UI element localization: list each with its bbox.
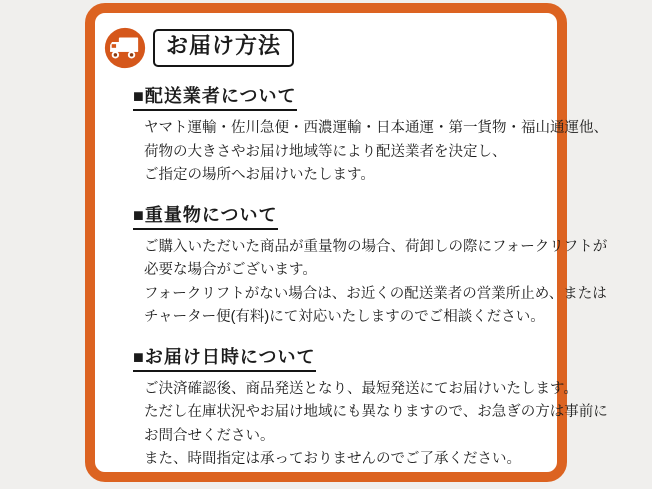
text-line: また、時間指定は承っておりませんのでご了承ください。 [144,451,521,467]
panel-title: お届け方法 [153,29,294,66]
section-delivery-datetime [133,330,608,472]
section-carriers-heading: ■配送業者について [133,82,297,111]
section-heavy-items-body [144,236,608,330]
section-delivery-datetime-heading: ■お届け日時について [133,343,316,372]
text-line: ただし在庫状況やお届け地域にも異なりますので、お急ぎの方は事前に [144,404,608,420]
text-line: ヤマト運輸・佐川急便・西濃運輸・日本通運・第一貨物・福山通運他、 [144,120,608,136]
section-heavy-items [133,188,608,330]
delivery-info-panel [85,3,608,482]
delivery-truck-icon [104,27,146,69]
section-carriers-body [144,117,608,188]
text-line: お問合せください。 [144,427,275,444]
section-heavy-items-heading: ■重量物について [133,201,278,230]
section-delivery-datetime-body [144,378,608,472]
section-carriers [133,69,608,188]
text-line: ご指定の場所へお届けいたします。 [144,167,375,183]
text-line: ご決済確認後、商品発送となり、最短発送にてお届けいたします。 [144,380,578,397]
text-line: 必要な場合がございます。 [144,262,317,278]
text-line: フォークリフトがない場合は、お近くの配送業者の営業所止め、または [144,285,607,302]
panel-header [104,27,547,69]
text-line: 荷物の大きさやお届け地域等により配送業者を決定し、 [144,143,507,160]
text-line: チャーター便(有料)にて対応いたしますのでご相談ください。 [144,309,545,325]
text-line: ご購入いただいた商品が重量物の場合、荷卸しの際にフォークリフトが [144,238,608,255]
